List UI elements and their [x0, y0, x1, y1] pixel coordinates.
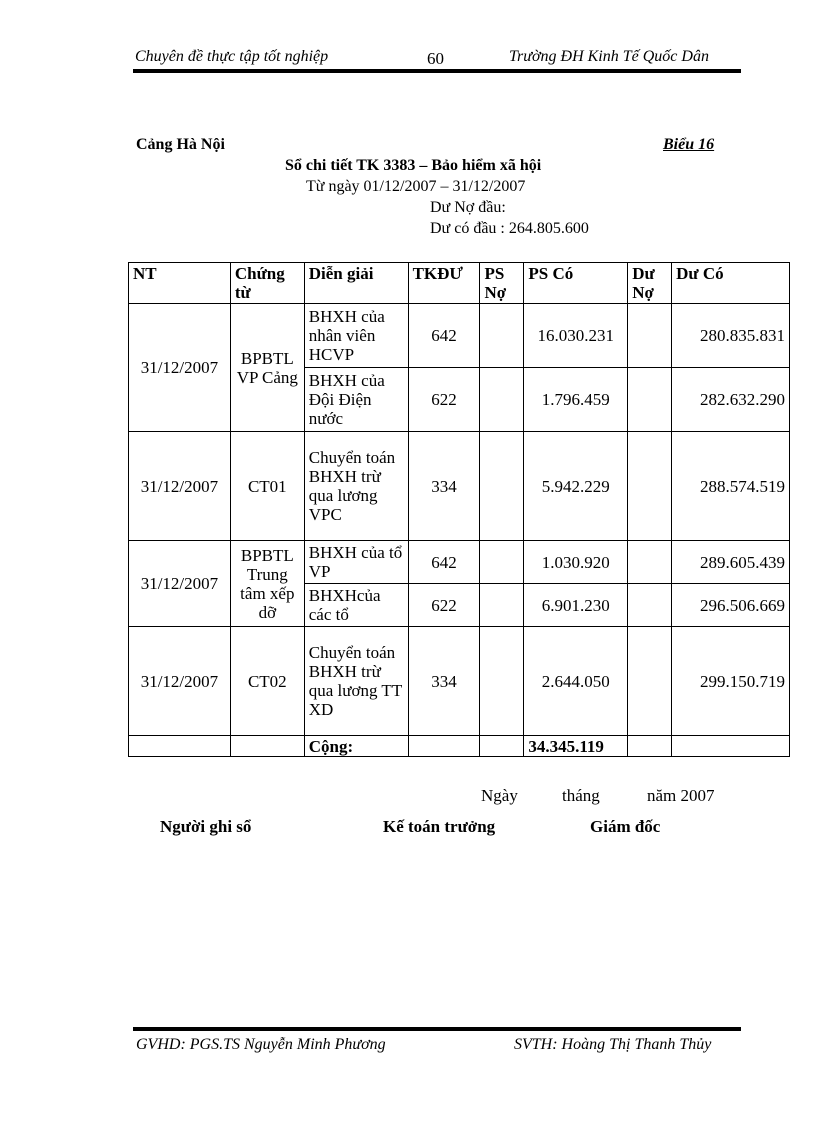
- col-header-tkdu: TKĐƯ: [408, 263, 480, 304]
- cell-nt: 31/12/2007: [129, 627, 231, 736]
- cell-du-co: 289.605.439: [672, 541, 790, 584]
- cell-tkdu: 642: [408, 541, 480, 584]
- cell-ps-co: 1.796.459: [524, 368, 628, 432]
- cell-empty: [408, 736, 480, 757]
- cell-ps-co: 2.644.050: [524, 627, 628, 736]
- cell-ps-no: [480, 304, 524, 368]
- col-header-dien-giai: Diễn giải: [304, 263, 408, 304]
- cell-du-co: 280.835.831: [672, 304, 790, 368]
- total-ps-co: 34.345.119: [524, 736, 628, 757]
- cell-ps-co: 16.030.231: [524, 304, 628, 368]
- cell-du-co: 299.150.719: [672, 627, 790, 736]
- col-header-ps-no: PS Nợ: [480, 263, 524, 304]
- cell-tkdu: 642: [408, 304, 480, 368]
- cell-dien-giai: BHXH của tổ VP: [304, 541, 408, 584]
- cell-ps-no: [480, 541, 524, 584]
- date-month-label: tháng: [562, 786, 600, 805]
- period: Từ ngày 01/12/2007 – 31/12/2007: [306, 178, 526, 195]
- cell-du-no: [628, 368, 672, 432]
- cell-du-co: 282.632.290: [672, 368, 790, 432]
- col-header-nt: NT: [129, 263, 231, 304]
- cell-du-no: [628, 432, 672, 541]
- cell-dien-giai: BHXH của Đội Điện nước: [304, 368, 408, 432]
- total-label: Cộng:: [304, 736, 408, 757]
- cell-du-no: [628, 627, 672, 736]
- cell-ps-co: 1.030.920: [524, 541, 628, 584]
- signature-chief-accountant: Kế toán trưởng: [383, 817, 496, 836]
- opening-debit: Dư Nợ đầu:: [430, 199, 506, 216]
- table-row: [129, 627, 790, 736]
- cell-tkdu: 622: [408, 584, 480, 627]
- cell-du-co: 288.574.519: [672, 432, 790, 541]
- col-header-chung-tu: Chứng từ: [230, 263, 304, 304]
- cell-empty: [672, 736, 790, 757]
- company-name: Cảng Hà Nội: [136, 136, 225, 153]
- header-rule: [133, 69, 741, 73]
- footer-rule: [133, 1027, 741, 1031]
- cell-nt: 31/12/2007: [129, 304, 231, 432]
- cell-du-co: 296.506.669: [672, 584, 790, 627]
- cell-chung-tu: CT01: [230, 432, 304, 541]
- ledger-table: [128, 262, 790, 757]
- cell-empty: [230, 736, 304, 757]
- cell-nt: 31/12/2007: [129, 432, 231, 541]
- col-header-du-co: Dư Có: [672, 263, 790, 304]
- cell-ps-co: 5.942.229: [524, 432, 628, 541]
- header-row: [129, 263, 790, 304]
- cell-tkdu: 334: [408, 432, 480, 541]
- signature-director: Giám đốc: [590, 817, 661, 836]
- cell-empty: [628, 736, 672, 757]
- header-thesis-title: Chuyên đề thực tập tốt nghiệp: [135, 48, 329, 65]
- cell-du-no: [628, 584, 672, 627]
- cell-chung-tu: BPBTL VP Cảng: [230, 304, 304, 432]
- cell-chung-tu: CT02: [230, 627, 304, 736]
- table-row: [129, 541, 790, 584]
- cell-ps-no: [480, 368, 524, 432]
- footer-supervisor: GVHD: PGS.TS Nguyễn Minh Phương: [136, 1036, 386, 1053]
- header-university: Trường ĐH Kinh Tế Quốc Dân: [509, 48, 709, 65]
- total-row: [129, 736, 790, 757]
- date-day-label: Ngày: [481, 786, 518, 805]
- page-number: 60: [427, 49, 444, 68]
- table-row: [129, 304, 790, 368]
- cell-du-no: [628, 304, 672, 368]
- cell-dien-giai: BHXHcủa các tổ: [304, 584, 408, 627]
- cell-empty: [129, 736, 231, 757]
- cell-chung-tu: BPBTL Trung tâm xếp dỡ: [230, 541, 304, 627]
- col-header-du-no: Dư Nợ: [628, 263, 672, 304]
- cell-ps-no: [480, 432, 524, 541]
- cell-tkdu: 334: [408, 627, 480, 736]
- opening-credit: Dư có đầu : 264.805.600: [430, 220, 589, 237]
- form-reference: Biểu 16: [663, 136, 715, 153]
- cell-dien-giai: Chuyển toán BHXH trừ qua lương TT XD: [304, 627, 408, 736]
- cell-tkdu: 622: [408, 368, 480, 432]
- cell-empty: [480, 736, 524, 757]
- signature-recorder: Người ghi sổ: [160, 817, 252, 836]
- date-year-label: năm 2007: [647, 786, 715, 805]
- col-header-ps-co: PS Có: [524, 263, 628, 304]
- cell-du-no: [628, 541, 672, 584]
- cell-nt: 31/12/2007: [129, 541, 231, 627]
- cell-dien-giai: Chuyển toán BHXH trừ qua lương VPC: [304, 432, 408, 541]
- cell-ps-no: [480, 627, 524, 736]
- footer-student: SVTH: Hoàng Thị Thanh Thủy: [514, 1036, 712, 1053]
- table-row: [129, 432, 790, 541]
- document-title: Sổ chi tiết TK 3383 – Bảo hiểm xã hội: [285, 157, 542, 174]
- cell-ps-co: 6.901.230: [524, 584, 628, 627]
- cell-ps-no: [480, 584, 524, 627]
- cell-dien-giai: BHXH của nhân viên HCVP: [304, 304, 408, 368]
